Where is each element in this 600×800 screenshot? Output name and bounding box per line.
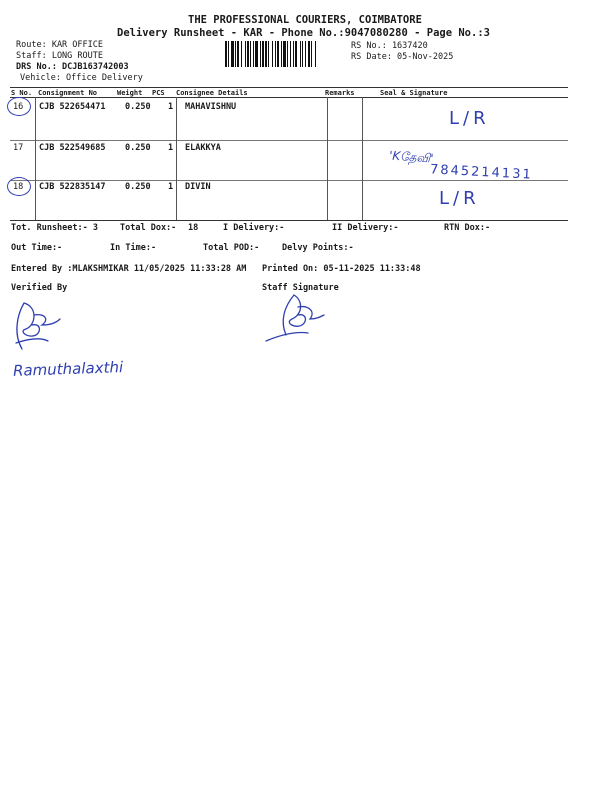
- vehicle-text: Vehicle: Office Delivery: [20, 73, 143, 83]
- row-sno: 18: [13, 182, 24, 192]
- barcode-bar: [287, 41, 288, 67]
- ii-delivery: II Delivery:-: [332, 223, 399, 233]
- table-top-border: [10, 87, 568, 88]
- barcode-bar: [311, 41, 312, 67]
- barcode-bar: [225, 41, 227, 67]
- rs-date: RS Date: 05-Nov-2025: [351, 52, 454, 62]
- out-time: Out Time:-: [11, 243, 63, 253]
- column-divider: [327, 97, 328, 220]
- row-weight: 0.250: [125, 182, 151, 192]
- entered-by: Entered By :MLAKSHMIKAR 11/05/2025 11:33:28 AM: [11, 264, 247, 274]
- staff-signature-label: Staff Signature: [262, 283, 339, 293]
- barcode-bar: [290, 41, 291, 67]
- staff-signature-image: [262, 291, 328, 351]
- barcode-bar: [231, 41, 234, 67]
- handwritten-signature: L/R: [449, 108, 490, 129]
- column-divider: [35, 97, 36, 220]
- row-pcs: 1: [168, 102, 174, 112]
- row-consignment: CJB 522835147: [39, 182, 106, 192]
- barcode-bar: [308, 41, 310, 67]
- column-divider: [362, 97, 363, 220]
- barcode-bar: [302, 41, 303, 67]
- handwritten-signature: L/R: [439, 188, 480, 209]
- col-header-signature: Seal & Signature: [380, 89, 448, 97]
- barcode-bar: [277, 41, 279, 67]
- barcode-image: [225, 41, 347, 71]
- barcode-bar: [272, 41, 273, 67]
- row-pcs: 1: [168, 182, 174, 192]
- row-consignment: CJB 522654471: [39, 102, 106, 112]
- handwritten-phone: 7845214131: [429, 162, 534, 183]
- barcode-bar: [262, 41, 264, 67]
- col-header-sno: S No.: [11, 89, 33, 97]
- barcode-bar: [235, 41, 236, 67]
- total-dox-value: 18: [188, 223, 199, 233]
- rs-number: RS No.: 1637420: [351, 41, 428, 51]
- barcode-bar: [315, 41, 316, 67]
- route-text: Route: KAR OFFICE: [16, 40, 103, 50]
- row-consignment: CJB 522549685: [39, 143, 106, 153]
- barcode-bar: [283, 41, 286, 67]
- handwritten-name: Ramuthalaxthi: [12, 358, 124, 380]
- total-pod: Total POD:-: [203, 243, 260, 253]
- barcode-bar: [228, 41, 229, 67]
- col-header-pcs: PCS: [152, 89, 165, 97]
- barcode-bar: [295, 41, 297, 67]
- runsheet-subtitle: Delivery Runsheet - KAR - Phone No.:9047080280 - Page No.:3: [117, 27, 490, 39]
- row-consignee: ELAKKYA: [185, 143, 221, 153]
- barcode-bar: [268, 41, 269, 67]
- row-sno: 17: [13, 143, 24, 153]
- column-divider: [176, 97, 177, 220]
- in-time: In Time:-: [110, 243, 157, 253]
- col-header-weight: Weight: [117, 89, 143, 97]
- table-bottom-border: [10, 220, 568, 221]
- barcode-bar: [260, 41, 261, 67]
- row-pcs: 1: [168, 143, 174, 153]
- sno-circle-mark: [7, 97, 31, 116]
- barcode-bar: [245, 41, 246, 67]
- barcode-bar: [250, 41, 251, 67]
- barcode-bar: [265, 41, 267, 67]
- barcode-bar: [281, 41, 282, 67]
- verifier-signature-image: [10, 295, 70, 361]
- barcode-bar: [275, 41, 276, 67]
- col-header-consignment: Consignment No: [38, 89, 98, 97]
- staff-text: Staff: LONG ROUTE: [16, 51, 103, 61]
- col-header-consignee: Consignee Details: [176, 89, 248, 97]
- row-weight: 0.250: [125, 143, 151, 153]
- drs-number: DRS No.: DCJB163742003: [16, 62, 129, 72]
- barcode-bar: [241, 41, 242, 67]
- row-weight: 0.250: [125, 102, 151, 112]
- delvy-points: Delvy Points:-: [282, 243, 354, 253]
- table-header-border: [10, 97, 568, 98]
- printed-on: Printed On: 05-11-2025 11:33:48: [262, 264, 421, 274]
- row-consignee: MAHAVISHNU: [185, 102, 237, 112]
- row-consignee: DIVIN: [185, 182, 211, 192]
- rtn-dox: RTN Dox:-: [444, 223, 491, 233]
- col-header-remarks: Remarks: [325, 89, 355, 97]
- barcode-bar: [253, 41, 254, 67]
- row-sno: 16: [13, 102, 24, 112]
- sno-circle-mark: [7, 177, 31, 196]
- barcode-bar: [255, 41, 258, 67]
- barcode-bar: [247, 41, 249, 67]
- verified-by-label: Verified By: [11, 283, 68, 293]
- barcode-bar: [237, 41, 239, 67]
- row-divider: [10, 140, 568, 141]
- handwritten-signature: 'Kதேவி': [388, 148, 434, 166]
- i-delivery: I Delivery:-: [223, 223, 285, 233]
- barcode-bar: [305, 41, 306, 67]
- barcode-bar: [293, 41, 294, 67]
- total-dox-label: Total Dox:-: [120, 223, 177, 233]
- company-name: THE PROFESSIONAL COURIERS, COIMBATORE: [188, 14, 422, 26]
- barcode-bar: [300, 41, 301, 67]
- tot-runsheet: Tot. Runsheet:- 3: [11, 223, 98, 233]
